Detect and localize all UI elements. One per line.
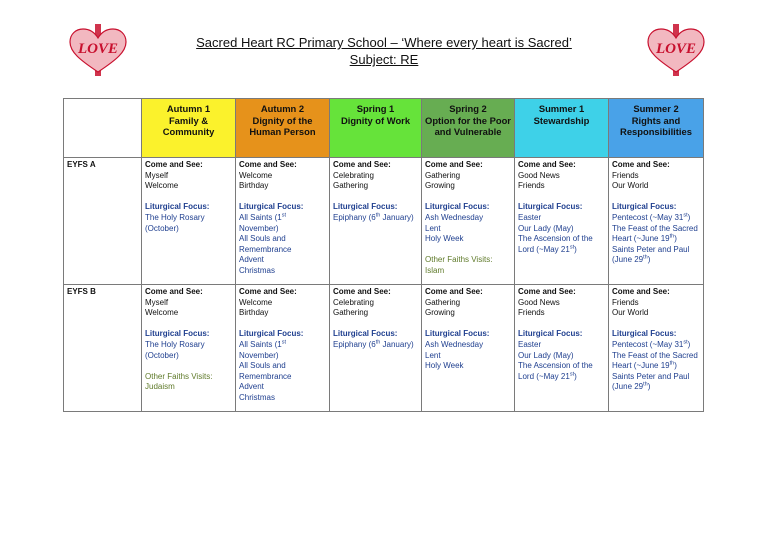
term-cell [515,158,609,285]
term-cell [330,158,422,285]
topic-item: Our World [612,308,649,318]
liturgical-item: All Souls and Remembrance [239,234,292,254]
topic-item: Our World [612,181,649,191]
topic-item: Myself [145,170,169,180]
term-cell [422,285,515,412]
other-faiths-item: Islam [425,265,445,275]
come-and-see-label: Come and See: [333,160,391,169]
liturgical-item: Epiphany (6th January) [333,339,414,349]
liturgical-item: Saints Peter and Paul (June 29th) [612,244,690,265]
term-cell [142,285,236,412]
come-and-see-label: Come and See: [333,287,391,296]
topic-item: Friends [612,297,639,307]
svg-text:LOVE: LOVE [655,41,697,57]
topic-item: Birthday [239,308,269,318]
term-cell [330,285,422,412]
liturgical-item: Holy Week [425,361,464,371]
column-header: Spring 2 Option for the Poor and Vulnerable [422,99,515,158]
liturgical-item: Our Lady (May) [518,350,574,360]
column-header: Autumn 2 Dignity of the Human Person [236,99,330,158]
topic-item: Birthday [239,181,269,191]
come-and-see-label: Come and See: [145,160,203,169]
liturgical-item: Easter [518,212,542,222]
topic-item: Gathering [333,181,369,191]
liturgical-item: Our Lady (May) [518,223,574,233]
liturgical-item: Advent [239,255,264,265]
liturgical-item: The Ascension of the Lord (~May 21st) [518,234,593,254]
liturgical-focus-label: Liturgical Focus: [612,202,677,212]
come-and-see-label: Come and See: [145,287,203,296]
liturgical-item: The Feast of the Sacred Heart (~June 19th) [612,223,698,244]
curriculum-table [63,98,704,412]
term-cell [609,285,704,412]
topic-item: Gathering [425,297,461,307]
topic-item: Celebrating [333,297,374,307]
liturgical-item: Epiphany (6th January) [333,212,414,222]
topic-item: Good News [518,170,560,180]
term-cell [236,158,330,285]
liturgical-focus-label: Liturgical Focus: [425,202,490,212]
topic-item: Friends [518,181,545,191]
come-and-see-label: Come and See: [425,160,483,169]
topic-item: Myself [145,297,169,307]
topic-item: Celebrating [333,170,374,180]
liturgical-item: Advent [239,382,264,392]
term-cell [609,158,704,285]
liturgical-item: All Saints (1st November) [239,212,286,233]
header-row [64,99,704,158]
liturgical-focus-label: Liturgical Focus: [239,202,304,212]
liturgical-item: Lent [425,223,441,233]
document-header [0,34,768,68]
liturgical-item: All Souls and Remembrance [239,361,292,381]
column-header: Summer 1 Stewardship [515,99,609,158]
liturgical-focus-label: Liturgical Focus: [145,329,210,339]
liturgical-item: Christmas [239,392,276,402]
liturgical-item: The Feast of the Sacred Heart (~June 19th) [612,350,698,371]
come-and-see-label: Come and See: [425,287,483,296]
liturgical-item: The Holy Rosary (October) [145,212,205,233]
topic-item: Growing [425,181,455,191]
liturgical-item: Christmas [239,265,276,275]
topic-item: Friends [612,170,639,180]
other-faiths-item: Judaism [145,382,175,392]
liturgical-focus-label: Liturgical Focus: [518,329,583,339]
liturgical-item: All Saints (1st November) [239,339,286,360]
liturgical-focus-label: Liturgical Focus: [612,329,677,339]
come-and-see-label: Come and See: [518,287,576,296]
liturgical-item: Pentecost (~May 31st) [612,339,691,349]
come-and-see-label: Come and See: [239,160,297,169]
liturgical-item: Pentecost (~May 31st) [612,212,691,222]
come-and-see-label: Come and See: [612,287,670,296]
liturgical-focus-label: Liturgical Focus: [518,202,583,212]
corner-cell [64,99,142,158]
liturgical-focus-label: Liturgical Focus: [425,329,490,339]
table-row [64,158,704,285]
term-cell [515,285,609,412]
topic-item: Good News [518,297,560,307]
liturgical-item: The Ascension of the Lord (~May 21st) [518,361,593,381]
other-faiths-label: Other Faiths Visits: [145,371,213,381]
term-cell [422,158,515,285]
row-label: EYFS A [64,158,142,285]
liturgical-item: Holy Week [425,234,464,244]
svg-text:LOVE: LOVE [77,41,119,57]
liturgical-focus-label: Liturgical Focus: [145,202,210,212]
come-and-see-label: Come and See: [518,160,576,169]
topic-item: Friends [518,308,545,318]
liturgical-focus-label: Liturgical Focus: [333,329,398,339]
term-cell [142,158,236,285]
come-and-see-label: Come and See: [612,160,670,169]
topic-item: Gathering [425,170,461,180]
term-cell [236,285,330,412]
table-row [64,285,704,412]
liturgical-focus-label: Liturgical Focus: [333,202,398,212]
topic-item: Welcome [239,170,273,180]
come-and-see-label: Come and See: [239,287,297,296]
page-title: Sacred Heart RC Primary School – ‘Where every heart is Sacred’ [196,35,572,50]
page-subtitle: Subject: RE [349,52,419,67]
column-header: Summer 2 Rights and Responsibilities [609,99,704,158]
topic-item: Welcome [145,181,179,191]
column-header: Spring 1 Dignity of Work [330,99,422,158]
liturgical-item: Easter [518,339,542,349]
liturgical-focus-label: Liturgical Focus: [239,329,304,339]
other-faiths-label: Other Faiths Visits: [425,255,493,265]
topic-item: Growing [425,308,455,318]
topic-item: Welcome [145,308,179,318]
liturgical-item: Ash Wednesday [425,339,484,349]
liturgical-item: Lent [425,350,441,360]
liturgical-item: Saints Peter and Paul (June 29th) [612,371,690,392]
liturgical-item: Ash Wednesday [425,212,484,222]
row-label: EYFS B [64,285,142,412]
topic-item: Gathering [333,308,369,318]
column-header: Autumn 1 Family & Community [142,99,236,158]
topic-item: Welcome [239,297,273,307]
liturgical-item: The Holy Rosary (October) [145,339,205,360]
